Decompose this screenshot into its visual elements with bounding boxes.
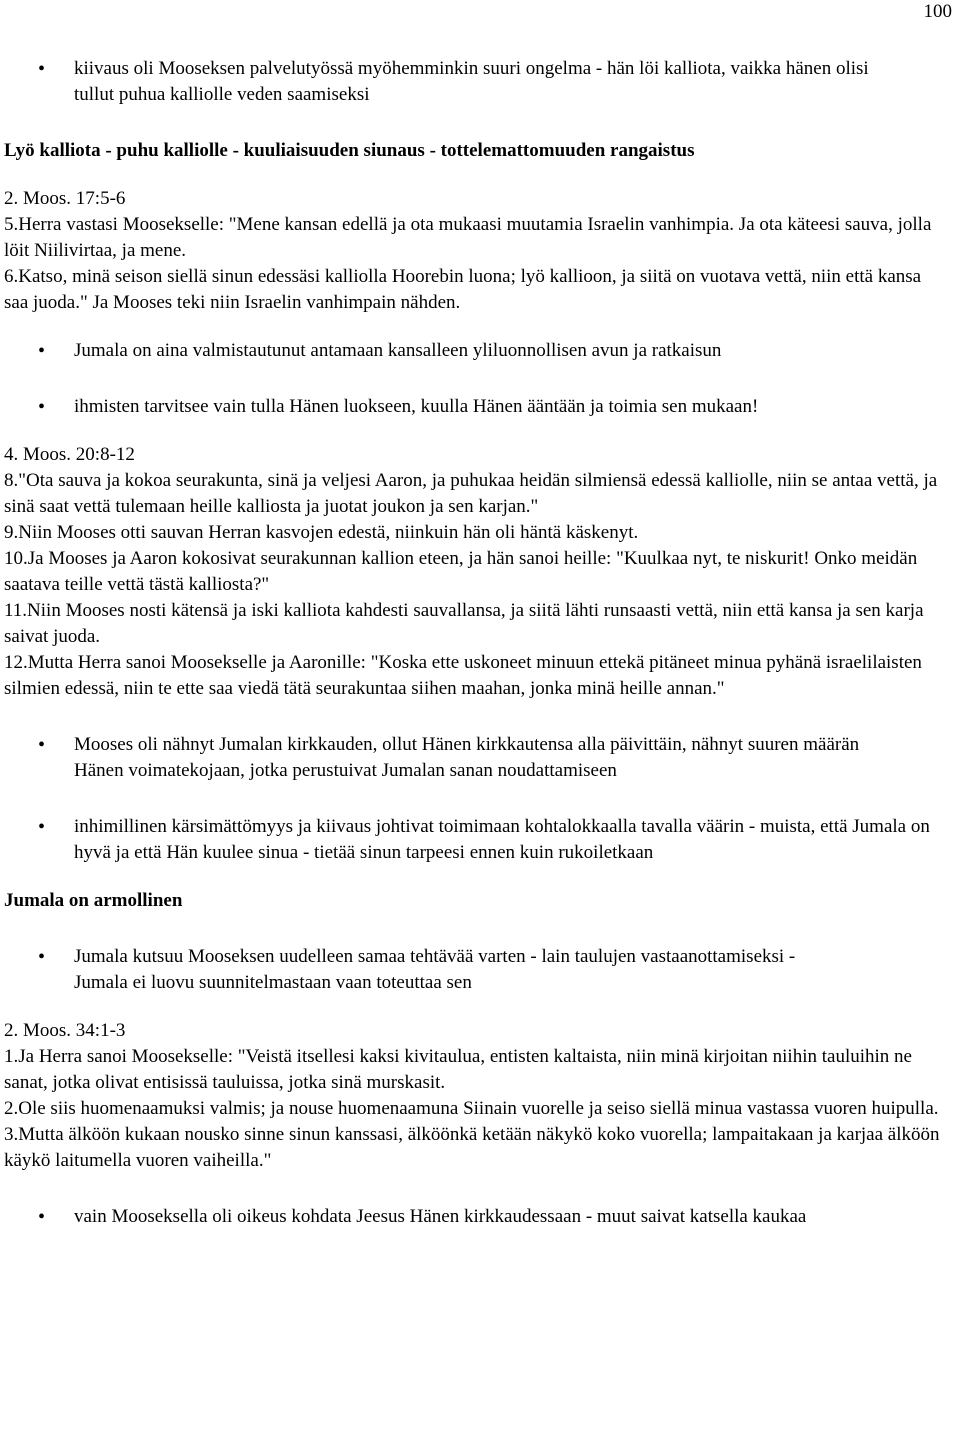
scripture-verse: 5.Herra vastasi Moosekselle: "Mene kansan edellä ja ota mukaasi muutamia Israelin vanhimpia. Ja ota käteesi sauva, jolla löit Niilivirtaa, ja mene.	[4, 214, 932, 261]
scripture-reference: 4. Moos. 20:8-12	[4, 444, 135, 465]
document-body	[4, 56, 944, 1230]
scripture-verse: 11.Niin Mooses nosti kätensä ja iski kalliota kahdesti sauvallansa, ja siitä lähti runsaasti vettä, niin että kansa ja sen karja saivat juoda.	[4, 600, 924, 647]
scripture-verse: 2.Ole siis huomenaamuksi valmis; ja nouse huomenaamuna Siinain vuorelle ja seiso siellä minua vastassa vuoren huipulla.	[4, 1098, 939, 1119]
bullet-item: • ihmisten tarvitsee vain tulla Hänen luokseen, kuulla Hänen ääntään ja toimia sen mukaan!	[4, 394, 944, 420]
bullet-item: • kiivaus oli Mooseksen palvelutyössä myöhemminkin suuri ongelma - hän löi kalliota, vaikka hänen olisi tullut puhua kalliolle veden saamiseksi	[4, 56, 904, 108]
scripture-reference: 2. Moos. 34:1-3	[4, 1020, 126, 1041]
section-heading: Jumala on armollinen	[4, 890, 183, 911]
scripture-verse: 3.Mutta älköön kukaan nousko sinne sinun kanssasi, älköönkä ketään näkykö koko vuorella; lampaitakaan ja karjaa älköön käykö laitumella vuoren vaiheilla."	[4, 1124, 940, 1171]
bullet-item: • vain Mooseksella oli oikeus kohdata Jeesus Hänen kirkkaudessaan - muut saivat katsella kaukaa	[4, 1204, 944, 1230]
bullet-item: • Jumala kutsuu Mooseksen uudelleen samaa tehtävää varten - lain taulujen vastaanottamiseksi - Jumala ei luovu suunnitelmastaan vaan toteuttaa sen	[4, 944, 814, 996]
scripture-verse: 1.Ja Herra sanoi Moosekselle: "Veistä itsellesi kaksi kivitaulua, entisten kaltaista, niin minä kirjoitan niihin tauluihin ne sanat, jotka olivat entisissä tauluissa, jotka sinä murskasit.	[4, 1046, 912, 1093]
bullet-item: • Mooses oli nähnyt Jumalan kirkkauden, ollut Hänen kirkkautensa alla päivittäin, nähnyt suuren määrän Hänen voimatekojaan, jotka perustuivat Jumalan sanan noudattamiseen	[4, 732, 904, 784]
scripture-verse: 12.Mutta Herra sanoi Moosekselle ja Aaronille: "Koska ette uskoneet minuun ettekä pitäneet minua pyhänä israelilaisten silmien edessä, niin te ette saa viedä tätä seurakuntaa siihen maahan, jonka minä heille annan."	[4, 652, 922, 699]
scripture-reference: 2. Moos. 17:5-6	[4, 188, 126, 209]
scripture-verse: 8."Ota sauva ja kokoa seurakunta, sinä ja veljesi Aaron, ja puhukaa heidän silmiensä edessä kalliolle, niin se antaa vettä, ja sinä saat vettä tulemaan heille kalliosta ja juotat joukon ja sen karjan."	[4, 470, 938, 517]
scripture-verse: 6.Katso, minä seison siellä sinun edessäsi kalliolla Hoorebin luona; lyö kallioon, ja siitä on vuotava vettä, niin että kansa saa juoda." Ja Mooses teki niin Israelin vanhimpain nähden.	[4, 266, 922, 313]
scripture-verse: 10.Ja Mooses ja Aaron kokosivat seurakunnan kallion eteen, ja hän sanoi heille: "Kuulkaa nyt, te niskurit! Onko meidän saatava teille vettä tästä kalliosta?"	[4, 548, 918, 595]
section-heading: Lyö kalliota - puhu kalliolle - kuuliaisuuden siunaus - tottelemattomuuden rangaistus	[4, 140, 695, 161]
bullet-item: • Jumala on aina valmistautunut antamaan kansalleen yliluonnollisen avun ja ratkaisun	[4, 338, 944, 364]
page-number: 100	[923, 1, 952, 22]
bullet-item: • inhimillinen kärsimättömyys ja kiivaus johtivat toimimaan kohtalokkaalla tavalla väärin - muista, että Jumala on hyvä ja että Hän kuulee sinua - tietää sinun tarpeesi ennen kuin rukoiletkaan	[4, 814, 944, 866]
scripture-verse: 9.Niin Mooses otti sauvan Herran kasvojen edestä, niinkuin hän oli häntä käskenyt.	[4, 522, 639, 543]
